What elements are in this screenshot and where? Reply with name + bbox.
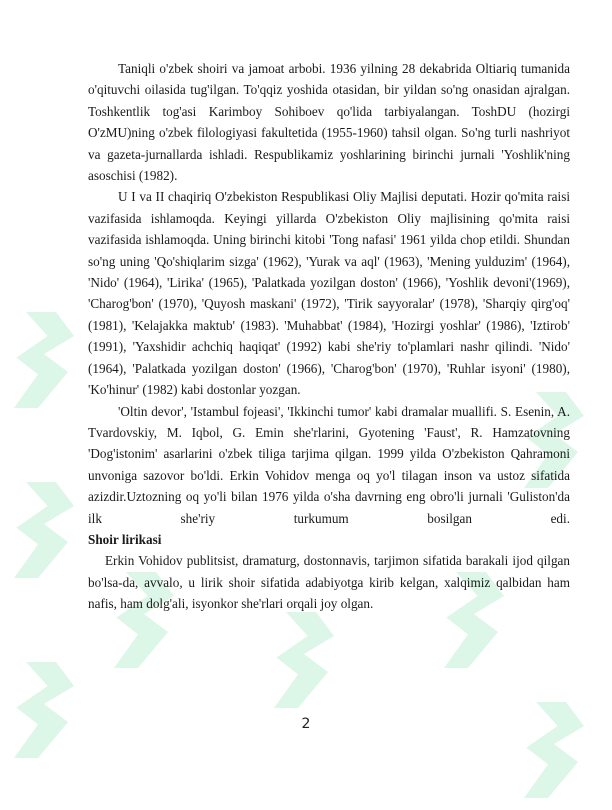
section-heading: Shoir lirikasi	[88, 531, 162, 547]
page-number: 2	[301, 716, 311, 732]
watermark-logo	[500, 690, 612, 810]
paragraph-lyric-poet: Erkin Vohidov publitsist, dramaturg, dostonnavis, tarjimon sifatida barakali ijod qilgan bo'lsa-da, avvalo, u lirik shoir sifatida adabiyotga kirib kelgan, xalqimiz qalbidan ham nafis, ham dolg'ali, isyonkor she'rlari orqali joy olgan.	[88, 553, 570, 612]
watermark-logo	[250, 600, 370, 720]
paragraph-career-and-books: U I va II chaqiriq O'zbekiston Respublikasi Oliy Majlisi deputati. Hozir qo'mita raisi vazifasida ishlamoqda. Keyingi yillarda O'zbekiston Oliy majlisining qo'mita raisi vazifasida ishlamoqda. Uning birinchi kitobi 'Tong nafasi' 1961 yilda chop etildi. Shundan so'ng uning 'Qo'shiqlarim sizga' (1962), 'Yurak va aql' (1963), 'Mening yulduzim' (1964), 'Nido' (1964), 'Lirika' (1965), 'Palatkada yozilgan doston' (1966), 'Yoshlik devoni'(1969), 'Charog'bon' (1970), 'Quyosh maskani' (1972), 'Tirik sayyoralar' (1978), 'Sharqiy qirg'oq' (1981), 'Kelajakka maktub' (1983). 'Muhabbat' (1984), 'Hozirgi yoshlar' (1986), 'Iztirob' (1991), 'Yaxshidir achchiq haqiqat' (1992) kabi she'riy to'plamlari nashr qilindi. 'Nido' (1964), 'Palatkada yozilgan doston' (1966), 'Charog'bon' (1970), 'Ruhlar isyoni' (1980), 'Ko'hinur' (1982) kabi dostonlar yozgan.	[88, 189, 570, 398]
paragraph-dramas-and-translations: 'Oltin devor', 'Istambul fojeasi', 'Ikkinchi tumor' kabi dramalar muallifi. S. Esenin, A. Tvardovskiy, M. Iqbol, G. Emin she'rlarini, Gyotening 'Faust', R. Hamzatovning 'Dog'istonim' asarlarini o'zbek tiliga tarjima qilgan. 1999 yilda O'zbekiston Qahramoni unvoniga sazovor bo'ldi. Erkin Vohidov menga oq yo'l tilagan inson va ustoz sifatida azizdir.Uztozning oq yo'li bilan 1976 yilda o'sha davrning eng obro'li jurnali 'Guliston'da ilk she'riy turkumum bosilgan edi.	[88, 403, 570, 526]
page-body	[88, 58, 570, 615]
paragraph-biography: Taniqli o'zbek shoiri va jamoat arbobi. 1936 yilning 28 dekabrida Oltiariq tumanida o'qituvchi oilasida tug'ilgan. To'qqiz yoshida otasidan, bir yildan so'ng onasidan ajralgan. Toshkentlik tog'asi Karimboy Sohiboev qo'lida tarbiyalangan. ToshDU (hozirgi O'zMU)ning o'zbek filologiyasi fakultetida (1955-1960) tahsil olgan. So'ng turli nashriyot va gazeta-jurnallarda ishladi. Respublikamiz yoshlarining birinchi jurnali 'Yoshlik'ning asoschisi (1982).	[88, 61, 570, 184]
watermark-logo	[0, 650, 110, 770]
